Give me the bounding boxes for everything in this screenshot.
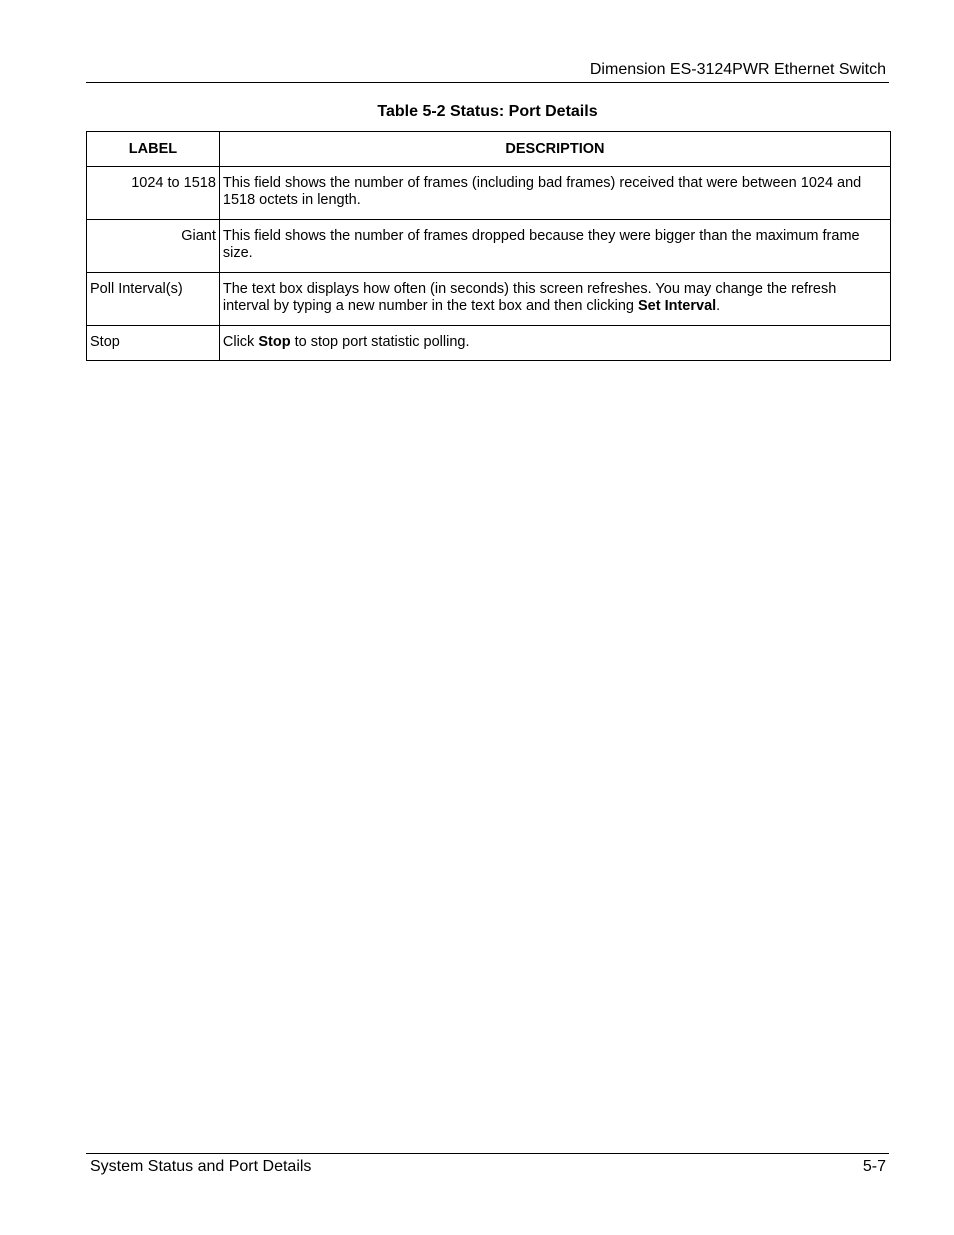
- document-title: Dimension ES-3124PWR Ethernet Switch: [589, 61, 886, 78]
- row-label: Stop: [87, 326, 220, 361]
- description-text: This field shows the number of frames (including bad frames) received that were between 1024 and 1518 octets in length.: [222, 175, 862, 208]
- description-bold-term: Set Interval: [638, 298, 717, 314]
- page-footer: [86, 1153, 889, 1178]
- description-text: The text box displays how often (in seconds) this screen refreshes. You may change the refresh interval by typing a new number in the text box and then clicking: [222, 281, 837, 314]
- column-header-label: LABEL: [87, 132, 220, 167]
- description-text: This field shows the number of frames dropped because they were bigger than the maximum frame size.: [222, 228, 860, 261]
- table-row: [87, 273, 891, 326]
- description-text: .: [716, 298, 721, 314]
- table-caption: Table 5-2 Status: Port Details: [377, 103, 598, 120]
- footer-section-title: System Status and Port Details: [90, 1158, 312, 1175]
- row-label: 1024 to 1518: [87, 167, 220, 220]
- description-bold-term: Stop: [258, 334, 291, 350]
- column-header-description: DESCRIPTION: [219, 132, 890, 167]
- page-header: [86, 60, 889, 83]
- row-label: Poll Interval(s): [87, 273, 220, 326]
- page-number: 5-7: [862, 1158, 886, 1175]
- row-description: [219, 220, 890, 273]
- description-text: to stop port statistic polling.: [290, 334, 470, 350]
- row-label: Giant: [87, 220, 220, 273]
- table-row: [87, 167, 891, 220]
- port-details-table: [86, 131, 891, 361]
- table-row: [87, 220, 891, 273]
- description-text: Click: [222, 334, 259, 350]
- table-header-row: [87, 132, 891, 167]
- row-description: [219, 326, 890, 361]
- row-description: [219, 273, 890, 326]
- row-description: [219, 167, 890, 220]
- table-row: [87, 326, 891, 361]
